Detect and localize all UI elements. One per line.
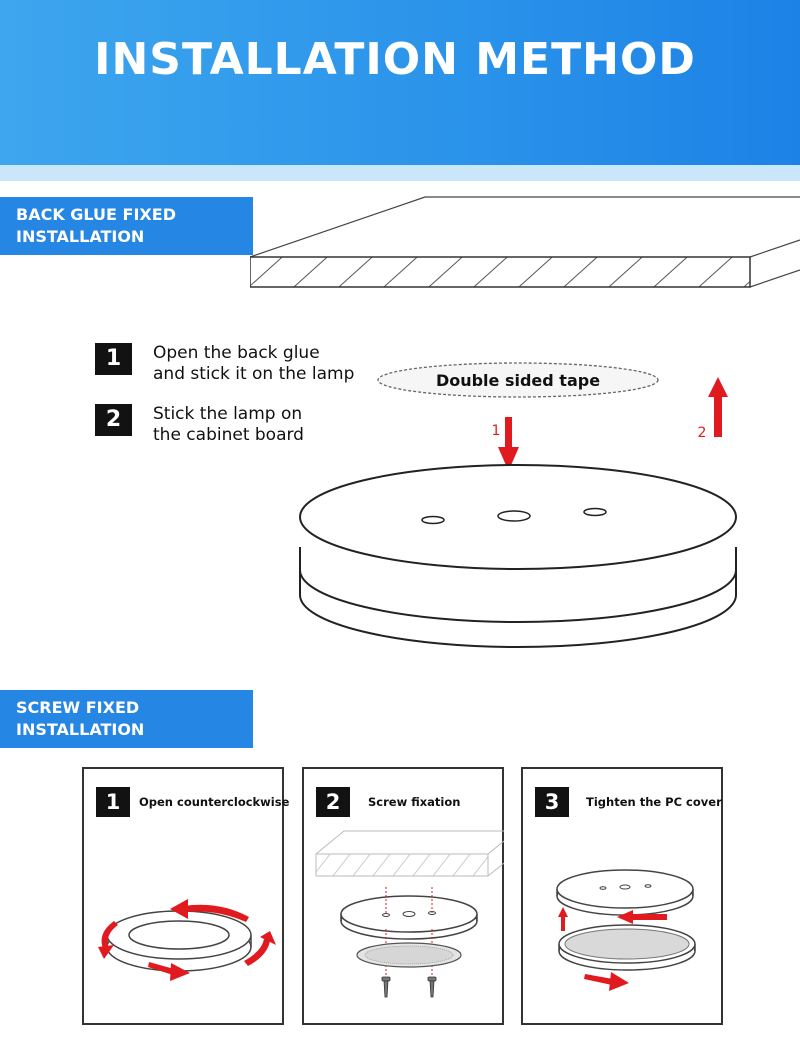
step-2-line2: the cabinet board xyxy=(153,425,304,445)
arrow-1-label: 1 xyxy=(491,423,501,439)
back-glue-label-line2: INSTALLATION xyxy=(16,227,145,246)
screw-step-panel-1 xyxy=(82,767,290,1025)
tape-label: Double sided tape xyxy=(435,371,601,390)
back-glue-section-label xyxy=(0,197,253,255)
panel-1-badge: 1 xyxy=(96,787,130,817)
down-arrow-icon xyxy=(498,417,519,471)
lamp-tape-illustration xyxy=(290,355,750,655)
header-banner xyxy=(0,0,800,165)
up-arrow-icon xyxy=(708,377,728,437)
step-1-badge: 1 xyxy=(95,343,132,375)
screw-label-line1: SCREW FIXED xyxy=(16,698,140,717)
panel-2-badge: 2 xyxy=(316,787,350,817)
step-2-line1: Stick the lamp on xyxy=(153,404,303,424)
step-2-badge: 2 xyxy=(95,404,132,436)
step-1-line2: and stick it on the lamp xyxy=(153,364,355,384)
screw-step-panel-3 xyxy=(521,767,723,1025)
back-glue-label-line1: BACK GLUE FIXED xyxy=(16,205,176,224)
panel-3-badge: 3 xyxy=(535,787,569,817)
screw-section-label xyxy=(0,690,253,748)
screw-step-panel-2 xyxy=(302,767,504,1025)
cabinet-board-illustration xyxy=(250,195,800,290)
panel-2-text: Screw fixation xyxy=(368,795,461,809)
screw-label-line2: INSTALLATION xyxy=(16,720,145,739)
back-glue-step-2 xyxy=(95,404,304,446)
step-1-line1: Open the back glue xyxy=(153,343,320,363)
banner-strip xyxy=(0,165,800,181)
page-title: INSTALLATION METHOD xyxy=(94,34,696,85)
arrow-2-label: 2 xyxy=(697,425,707,441)
screw-icon xyxy=(382,977,436,997)
panel-3-text: Tighten the PC cover xyxy=(586,795,722,809)
lamp-disc xyxy=(300,465,736,647)
panel-1-text: Open counterclockwise xyxy=(139,795,290,809)
